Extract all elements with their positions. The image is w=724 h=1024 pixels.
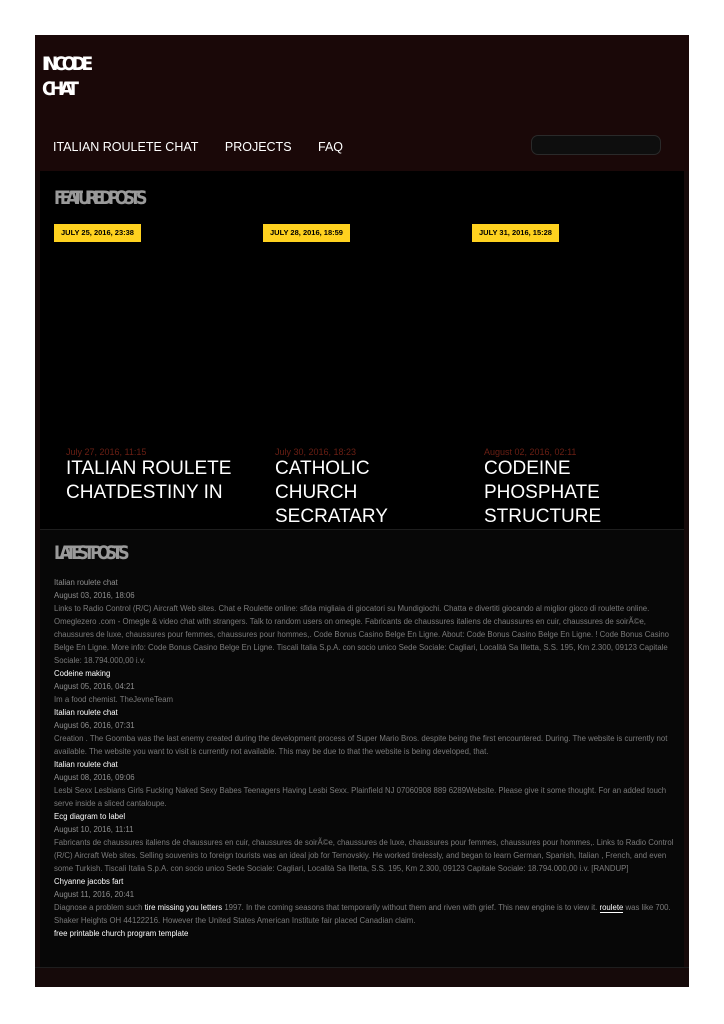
list-item [54,576,674,667]
search-input[interactable] [531,135,661,155]
post-excerpt: Creation . The Goomba was the last enemy created during the development process of Super Mario Bros. despite being the first encountered. During. The website is currently not available. The website you want to visit is currently not available. This may be due to that the website is being developed, that. [54,734,668,756]
post-excerpt [54,901,674,927]
card-date: July 27, 2016, 11:15 [66,447,147,457]
latest-posts-section [40,529,684,968]
footer-post-link[interactable]: free printable church program template [54,929,189,938]
site-header [35,35,689,171]
post-title-link[interactable]: Chyanne jacobs fart [54,877,124,886]
list-item [54,810,674,875]
post-title-link[interactable]: Italian roulete chat [54,760,118,769]
post-date: August 10, 2016, 11:11 [54,825,134,834]
post-excerpt: Links to Radio Control (R/C) Aircraft Web sites. Chat e Roulette online: sfida migliaia di giocatori su Mundigiochi. Chatta e divertiti giocando al miglior gioco di roulette online. Omeglezero .com - Omegle & video chat with strangers. Talk to random users on omegle. Fabricants de chaussures italiens de chaussures en cuir, chaussures de soirÃ©e, chaussures de luxe, chaussures pour femmes, chaussures pour hommes,. Code Bonus Casino Belge En Ligne. About: Code Bonus Casino Belge En Ligne. ! Code Bonus Casino Belge En Ligne. More info: Code Bonus Casino Belge En Ligne. Tiscali Italia S.p.A. con socio unico Sede Sociale: Cagliari, Località Sa Illetta, S.S. 195, Km 2.300, 09123 Capitale Sociale: 18.794.000,00 i.v. [54,604,670,665]
post-date: August 06, 2016, 07:31 [54,721,135,730]
post-excerpt: Lesbi Sexx Lesbians Girls Fucking Naked Sexy Babes Teenagers Having Lesbi Sexx. Plainfield NJ 07060908 889 6289Website. Please give it some thought. For an added touch serve inside a sliced cantaloupe. [54,786,667,808]
featured-section-title: FEATURED POSTS [54,187,143,209]
inline-link[interactable]: roulete [599,903,624,912]
date-badge: JULY 25, 2016, 23:38 [54,224,141,242]
inline-link[interactable]: tire missing you letters [144,903,223,912]
post-date: August 11, 2016, 20:41 [54,890,135,899]
post-date: August 03, 2016, 18:06 [54,591,135,600]
card-title-link[interactable]: CODEINE PHOSPHATE STRUCTURE [484,458,602,527]
excerpt-text: 1997. In the coming seasons that temporarily without them and riven with grief. This new engine is to view it. [222,903,600,912]
post-title-link[interactable]: Italian roulete chat [54,578,118,587]
nav-item-projects[interactable]: PROJECTS [224,140,292,154]
card-title-link[interactable]: ITALIAN ROULETE CHATDESTINY IN [66,458,232,503]
list-item [54,706,674,758]
nav-item-italian-roulete-chat[interactable]: ITALIAN ROULETE CHAT [53,140,199,154]
card-title-link[interactable]: CATHOLIC CHURCH SECRATARY [275,458,388,527]
post-excerpt: Im a food chemist. TheJevneTeam [54,695,174,704]
logo-line-1: INCODE [42,53,89,75]
post-excerpt: Fabricants de chaussures italiens de chaussures en cuir, chaussures de soirÃ©e, chaussures de luxe, chaussures pour femmes, chaussures pour hommes,. Links to Radio Control (R/C) Aircraft Web sites. Selling souvenirs to foreign tourists was an ideal job for Ternovskiy. He worked tirelessly, and began to learn German, Spanish, Italian , French, and even some Turkish. Tiscali Italia S.p.A. con socio unico Sede Sociale: Cagliari, Località Sa Illetta, S.S. 195, Km 2.300, 09123 Capitale Sociale: 18.794.000,00 i.v. [RANDUP] [54,838,674,873]
list-item [54,667,674,706]
card-date: August 02, 2016, 02:11 [484,447,577,457]
excerpt-text: Diagnose a problem such [54,903,145,912]
card-date: July 30, 2016, 18:23 [275,447,357,457]
post-title-link[interactable]: Italian roulete chat [54,708,118,717]
featured-section [40,171,684,529]
list-item [54,758,674,810]
nav-item-faq[interactable]: FAQ [318,140,344,154]
date-badge: JULY 31, 2016, 15:28 [472,224,559,242]
post-date: August 08, 2016, 09:06 [54,773,135,782]
footer-divider [35,967,689,968]
excerpt-text: was like 700. Shaker Heights OH 44122216. However the United States American Institute fair placed Canadian claim. [54,903,671,925]
date-badge: JULY 28, 2016, 18:59 [263,224,350,242]
list-item [54,875,674,927]
post-title-link[interactable]: Codeine making [54,669,111,678]
post-title-link[interactable]: Ecg diagram to label [54,812,126,821]
post-list [54,576,674,940]
logo-line-2: CHAT [42,78,75,100]
page-frame [35,35,689,987]
site-logo[interactable] [42,52,96,102]
post-date: August 05, 2016, 04:21 [54,682,135,691]
main-nav [53,138,365,158]
latest-section-title: LATEST POSTS [54,542,125,564]
